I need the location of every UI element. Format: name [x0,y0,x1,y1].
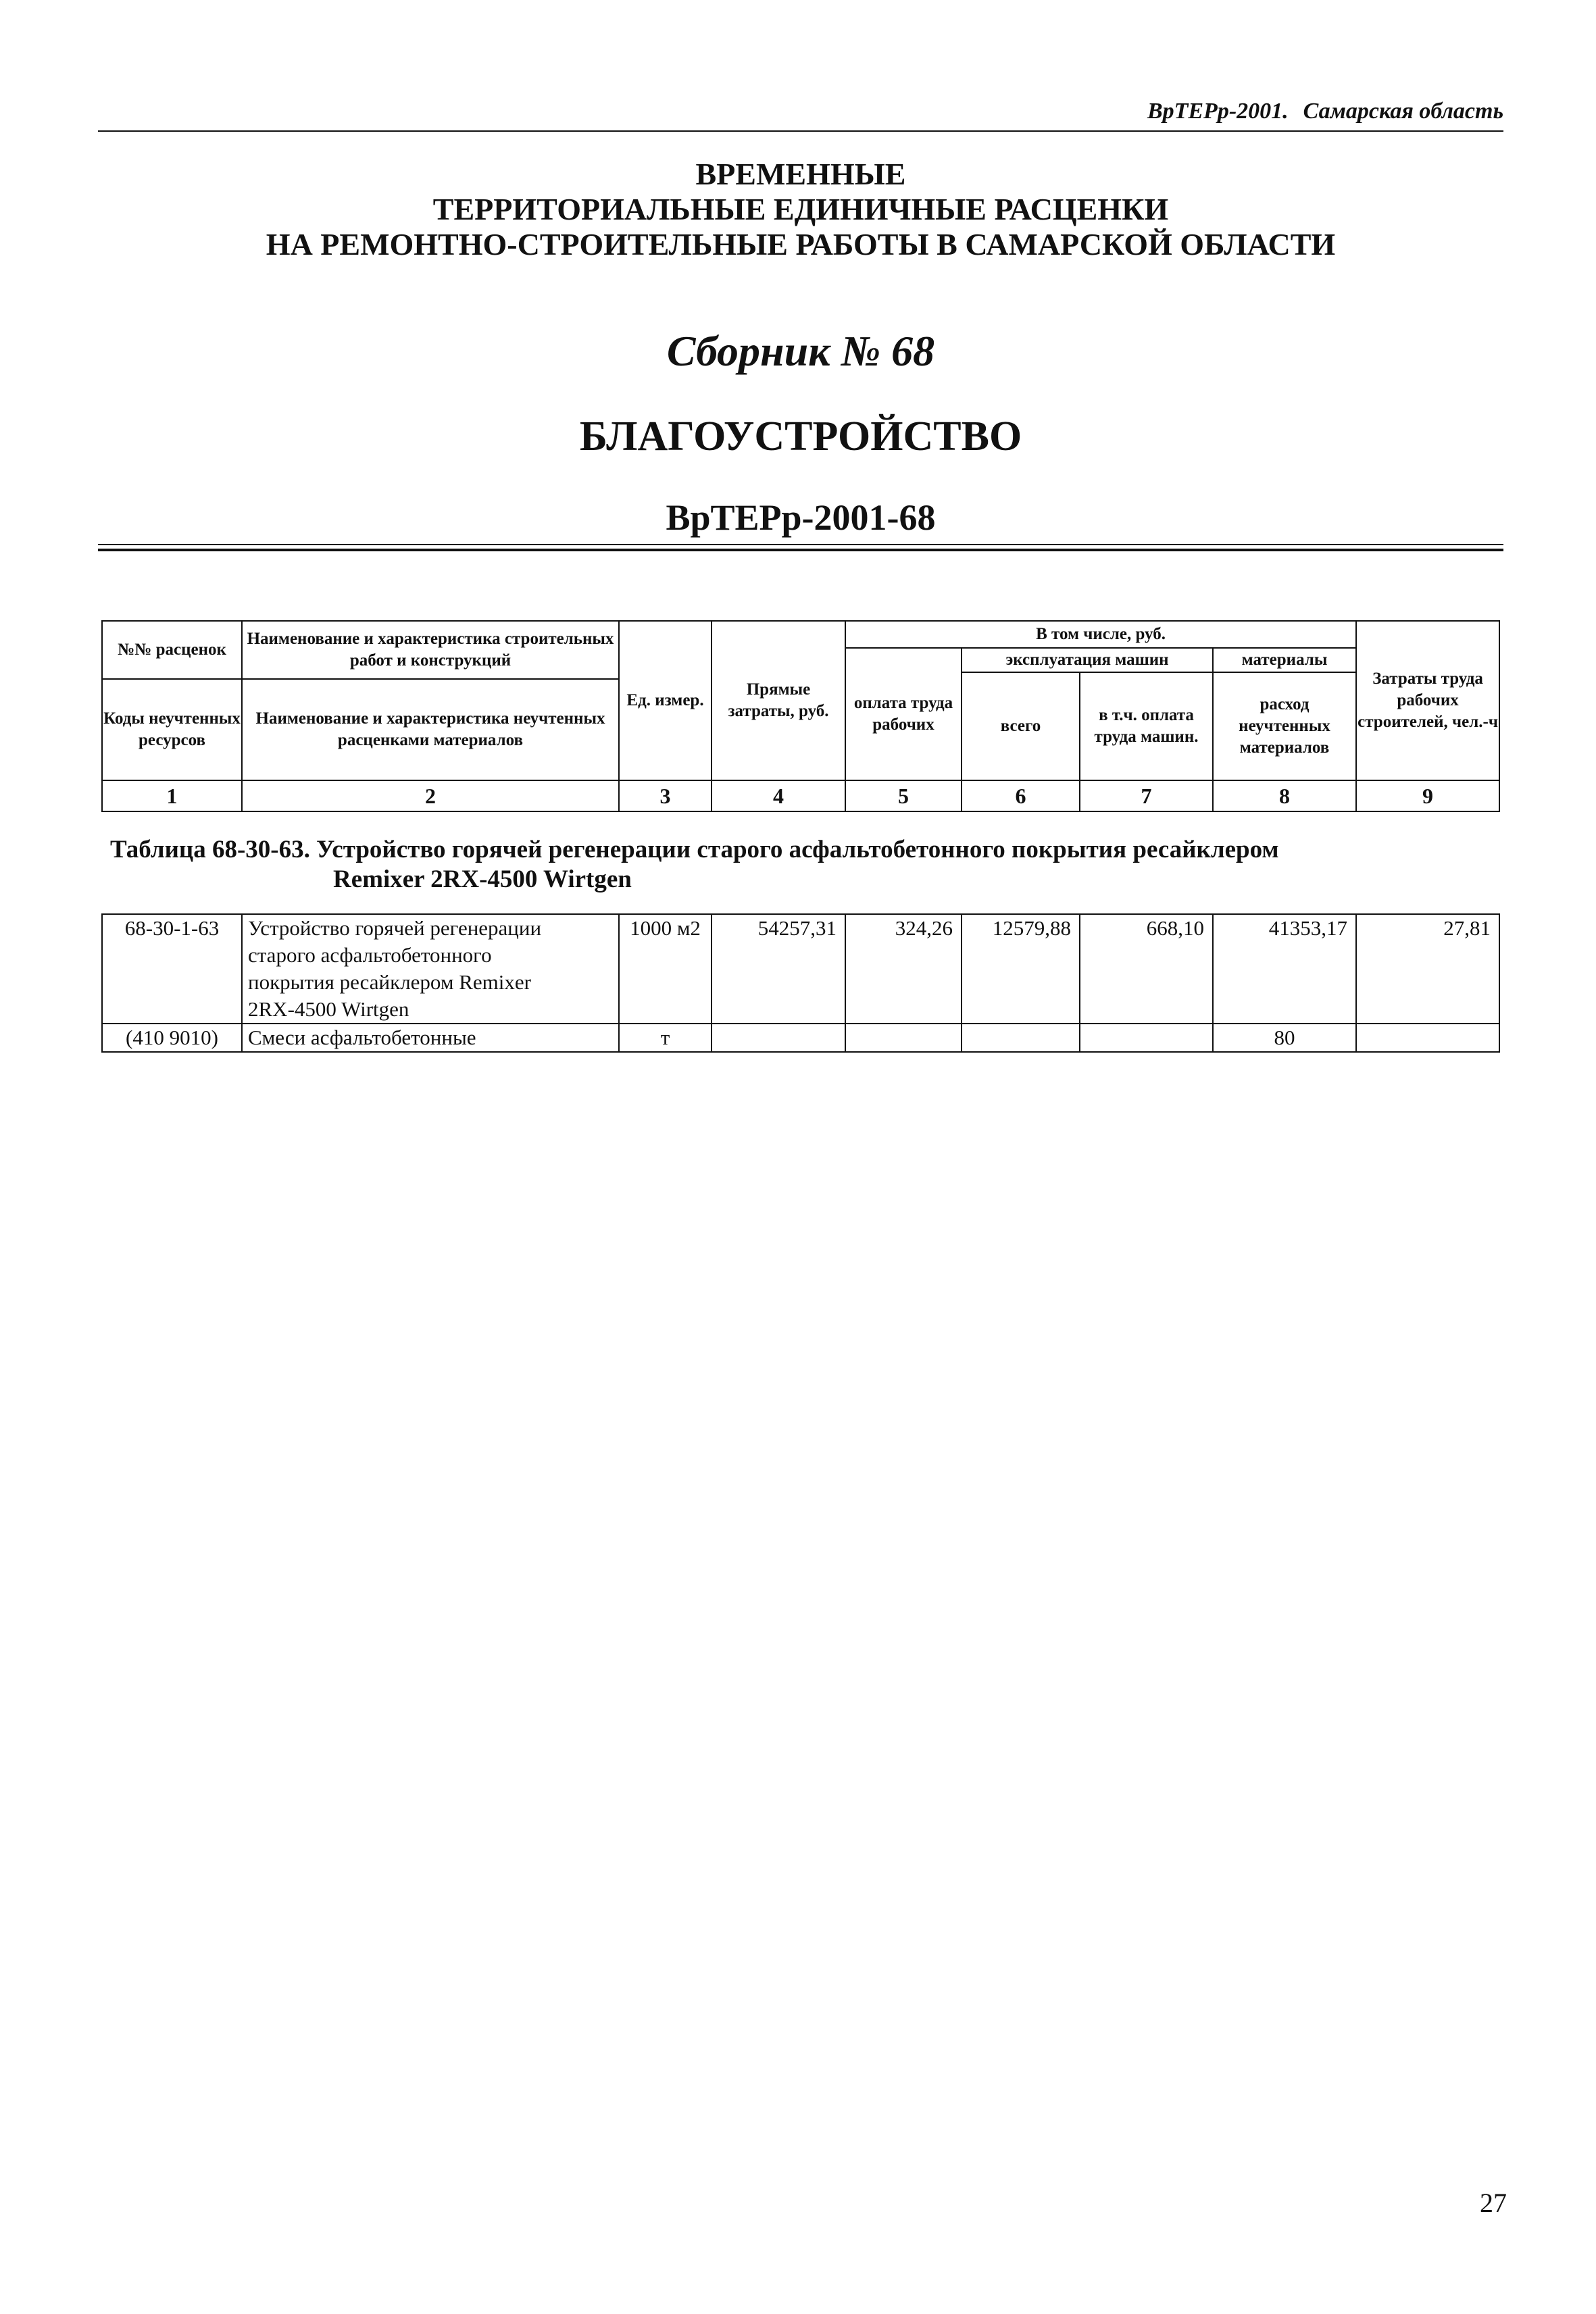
rate-name-line: покрытия ресайклером Remixer [248,970,531,994]
rate-name-line: Устройство горячей регенерации [248,916,542,940]
header-col1-bottom: Коды неучтенных ресурсов [102,679,242,780]
header-direct-costs: Прямые затраты, руб. [712,621,845,780]
table-row [102,1024,1499,1052]
header-rule [98,130,1503,132]
document-title [98,157,1503,262]
rate-machines-labor: 668,10 [1080,914,1213,1024]
column-number: 6 [962,780,1080,811]
resource-labor-pay [845,1024,962,1052]
resource-name: Смеси асфальтобетонные [242,1024,619,1052]
header-unit: Ед. измер. [619,621,712,780]
header-labor-pay: оплата труда рабочих [845,648,962,780]
header-materials-group: материалы [1213,648,1356,672]
running-header [98,96,1503,127]
header-labor-hours: Затраты труда рабочих строителей, чел.-ч [1356,621,1499,780]
header-machines-total: всего [962,672,1080,780]
code-title: ВрТЕРр-2001-68 [666,497,936,538]
header-col2-top: Наименование и характеристика строительных работ и конструкций [242,621,619,679]
page-number: 27 [1480,2188,1507,2218]
section-title: БЛАГОУСТРОЙСТВО [579,413,1022,459]
rate-direct-costs: 54257,31 [712,914,845,1024]
column-number: 7 [1080,780,1213,811]
rate-materials: 41353,17 [1213,914,1356,1024]
rate-name [242,914,619,1024]
header-including-group: В том числе, руб. [845,621,1356,648]
column-number: 1 [102,780,242,811]
table-caption [110,835,1502,895]
rate-code: 68-30-1-63 [102,914,242,1024]
title-line-1: ВРЕМЕННЫЕ [695,157,906,191]
resource-machines-total [962,1024,1080,1052]
header-col2-bottom: Наименование и характеристика неучтенных расценками материалов [242,679,619,780]
column-number: 8 [1213,780,1356,811]
running-header-region: Самарская область [1303,99,1503,124]
title-rule-thin [98,544,1503,545]
column-number: 4 [712,780,845,811]
resource-code: (410 9010) [102,1024,242,1052]
rates-table [101,913,1500,1053]
column-number: 9 [1356,780,1499,811]
resource-materials: 80 [1213,1024,1356,1052]
running-header-code: ВрТЕРр-2001. [1147,99,1289,124]
column-number: 5 [845,780,962,811]
header-col1-top: №№ расценок [102,621,242,679]
resource-unit: т [619,1024,712,1052]
table-caption-line-2: Remixer 2RX-4500 Wirtgen [333,865,632,893]
column-number: 3 [619,780,712,811]
resource-direct-costs [712,1024,845,1052]
collection-title: Сборник № 68 [666,327,935,375]
rate-labor-pay: 324,26 [845,914,962,1024]
header-machines-labor: в т.ч. оплата труда машин. [1080,672,1213,780]
column-header-table [101,620,1500,812]
resource-machines-labor [1080,1024,1213,1052]
rate-machines-total: 12579,88 [962,914,1080,1024]
table-row [102,914,1499,1024]
column-number: 2 [242,780,619,811]
header-machines-group: эксплуатация машин [962,648,1213,672]
header-materials-usage: расход неучтенных материалов [1213,672,1356,780]
rate-labor-hours: 27,81 [1356,914,1499,1024]
title-line-3: НА РЕМОНТНО-СТРОИТЕЛЬНЫЕ РАБОТЫ В САМАРСКОЙ ОБЛАСТИ [266,227,1336,261]
title-rule-thick [98,549,1503,551]
rate-name-line: старого асфальтобетонного [248,943,492,967]
title-line-2: ТЕРРИТОРИАЛЬНЫЕ ЕДИНИЧНЫЕ РАСЦЕНКИ [432,192,1169,226]
rate-name-line: 2RX-4500 Wirtgen [248,997,409,1021]
column-numbers-row [102,780,1499,811]
table-caption-line-1: Таблица 68-30-63. Устройство горячей регенерации старого асфальтобетонного покрытия ресайклером [110,836,1279,863]
rate-unit: 1000 м2 [619,914,712,1024]
resource-labor-hours [1356,1024,1499,1052]
